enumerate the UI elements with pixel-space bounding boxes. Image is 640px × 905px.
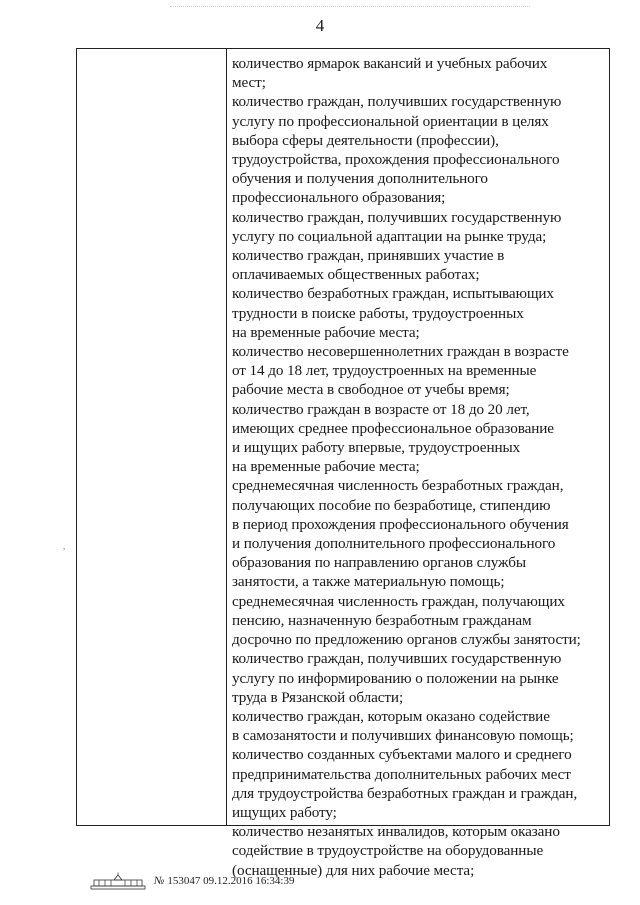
text-line: количество граждан в возрасте от 18 до 20 лет, xyxy=(232,400,530,418)
text-line: труда в Рязанской области; xyxy=(232,688,404,706)
text-line: занятости, а также материальную помощь; xyxy=(232,573,505,591)
text-line: образования по направлению органов службы xyxy=(232,554,526,572)
text-line: количество граждан, получивших государственную xyxy=(232,93,562,111)
text-line: досрочно по предложению органов службы занятости; xyxy=(232,631,581,649)
text-line: пенсию, назначенную безработным гражданам xyxy=(232,611,532,629)
text-line: ищущих работу; xyxy=(232,803,337,821)
text-line: количество несовершеннолетних граждан в возрасте xyxy=(232,343,569,361)
table-cell-right xyxy=(232,54,607,880)
text-line: в самозанятости и получивших финансовую помощь; xyxy=(232,727,574,745)
text-line: содействие в трудоустройстве на оборудованные xyxy=(232,842,544,860)
government-building-logo xyxy=(90,872,146,890)
text-line: количество безработных граждан, испытывающих xyxy=(232,285,554,303)
text-line: среднемесячная численность безработных граждан, xyxy=(232,477,564,495)
text-line: и получения дополнительного профессионального xyxy=(232,535,556,553)
content-table xyxy=(76,48,610,879)
text-line: количество граждан, которым оказано содействие xyxy=(232,707,550,725)
text-line: и ищущих работу впервые, трудоустроенных xyxy=(232,439,521,457)
text-line: для трудоустройства безработных граждан и граждан, xyxy=(232,784,578,802)
text-line: мест; xyxy=(232,74,266,92)
number-sign: № xyxy=(154,875,165,887)
text-line: количество созданных субъектами малого и среднего xyxy=(232,746,572,764)
text-line: предпринимательства дополнительных рабочих мест xyxy=(232,765,571,783)
text-line: услугу по профессиональной ориентации в целях xyxy=(232,112,549,130)
text-line: оплачиваемых общественных работах; xyxy=(232,266,480,284)
text-line: услугу по информированию о положении на рынке xyxy=(232,669,559,687)
document-stamp xyxy=(154,875,295,887)
margin-mark: , xyxy=(63,541,66,551)
text-line: на временные рабочие места; xyxy=(232,458,420,476)
text-line: количество ярмарок вакансий и учебных рабочих xyxy=(232,55,548,72)
text-line: обучения и получения дополнительного xyxy=(232,170,488,188)
text-line: рабочие места в свободное от учебы время; xyxy=(232,381,510,399)
text-line: (оснащенные) для них рабочие места; xyxy=(232,861,475,879)
table-column-divider xyxy=(226,49,227,825)
text-line: трудоустройства, прохождения профессионального xyxy=(232,151,560,169)
text-line: услугу по социальной адаптации на рынке труда; xyxy=(232,227,547,245)
text-line: получающих пособие по безработице, стипендию xyxy=(232,496,551,514)
scan-speckles xyxy=(170,6,530,13)
text-line: профессионального образования; xyxy=(232,189,446,207)
text-line: количество незанятых инвалидов, которым оказано xyxy=(232,823,560,841)
text-line: количество граждан, получивших государственную xyxy=(232,208,562,226)
text-line: выбора сферы деятельности (профессии), xyxy=(232,131,499,149)
text-line: имеющих среднее профессиональное образование xyxy=(232,419,554,437)
text-line: среднемесячная численность граждан, получающих xyxy=(232,592,565,610)
text-line: количество граждан, принявших участие в xyxy=(232,247,505,265)
text-line: в период прохождения профессионального обучения xyxy=(232,515,569,533)
text-line: на временные рабочие места; xyxy=(232,323,420,341)
footer xyxy=(90,871,295,891)
page-number: 4 xyxy=(315,16,325,35)
table-cell-left xyxy=(77,49,226,825)
text-line: трудности в поиске работы, трудоустроенных xyxy=(232,304,524,322)
text-line: от 14 до 18 лет, трудоустроенных на временные xyxy=(232,362,537,380)
text-line: количество граждан, получивших государственную xyxy=(232,650,562,668)
stamp-number-date: 153047 09.12.2016 16:34:39 xyxy=(167,875,295,887)
